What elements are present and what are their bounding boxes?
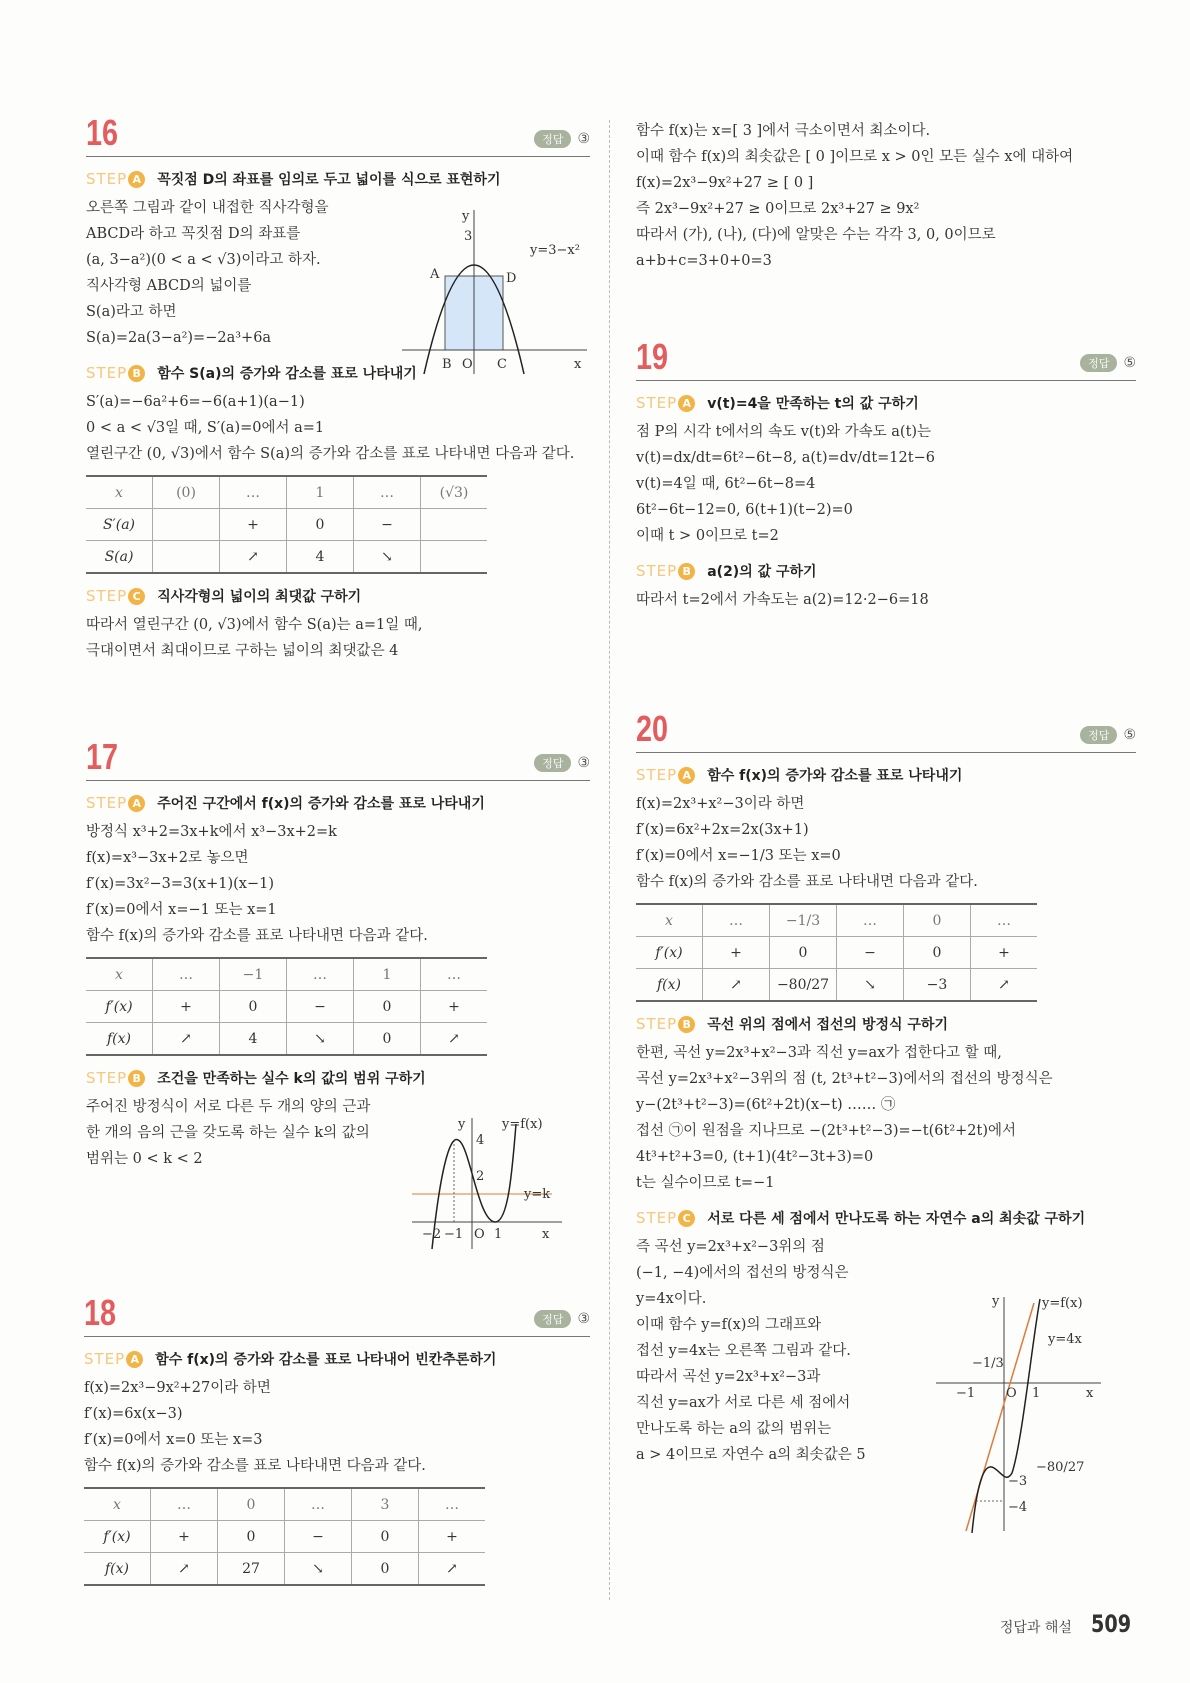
problem-header (86, 736, 590, 781)
answer-badge: 정답 (534, 1310, 571, 1328)
text-line: 범위는 0 < k < 2 (86, 1151, 203, 1167)
graph-label: 3 (464, 229, 473, 244)
text-line: (a, 3−a²)(0 < a < √3)이라고 하자. (86, 252, 321, 268)
answer-badge: 정답 (534, 754, 571, 772)
table-cell: … (354, 476, 421, 509)
table-cell: … (153, 958, 220, 991)
problem-number: 19 (636, 336, 669, 377)
text-line: 직선 y=ax가 서로 다른 세 점에서 (636, 1395, 851, 1411)
text-line: 주어진 방정식이 서로 다른 두 개의 양의 근과 (86, 1099, 371, 1115)
step-letter-badge: C (128, 588, 145, 605)
table-cell: − (837, 937, 904, 969)
text-line: S′(a)=−6a²+6=−6(a+1)(a−1) (86, 394, 305, 410)
graph-label: x (542, 1227, 550, 1242)
text-line: 즉 2x³−9x²+27 ≥ 0이므로 2x³+27 ≥ 9x² (636, 201, 920, 217)
step-letter-badge: A (678, 395, 695, 412)
text-line: ABCD라 하고 꼭짓점 D의 좌표를 (86, 226, 301, 242)
step-label: STEP (84, 1350, 126, 1368)
table-cell: 0 (352, 1521, 419, 1553)
table-cell: f′(x) (636, 937, 703, 969)
graph-label: 4 (476, 1133, 485, 1148)
text-line: 이때 함수 f(x)의 최솟값은 [ 0 ]이므로 x > 0인 모든 실수 x에 대하여 (636, 149, 1074, 165)
step-title: 조건을 만족하는 실수 k의 값의 범위 구하기 (157, 1071, 426, 1087)
text-line: f(x)=x³−3x+2로 놓으면 (86, 850, 249, 866)
table-row (636, 969, 1037, 1002)
problem-20 (636, 708, 1136, 1515)
table-cell: ↗ (220, 541, 287, 574)
step-label: STEP (86, 364, 128, 382)
increase-decrease-table (86, 475, 487, 574)
table-cell: − (287, 991, 354, 1023)
problem-17 (86, 736, 590, 1242)
step-label: STEP (636, 1209, 678, 1227)
step-heading (636, 1014, 1136, 1034)
answer-value: ③ (577, 755, 590, 771)
table-cell: (√3) (421, 476, 488, 509)
step-heading (636, 1208, 1136, 1228)
text-line: 함수 f(x)의 증가와 감소를 표로 나타내면 다음과 같다. (86, 928, 428, 944)
table-cell: f(x) (86, 1023, 153, 1056)
step-label: STEP (636, 562, 678, 580)
increase-decrease-table (636, 903, 1037, 1002)
problem-19 (636, 336, 1136, 613)
increase-decrease-table (86, 957, 487, 1056)
table-cell: ↗ (421, 1023, 488, 1056)
text-line: S(a)=2a(3−a²)=−2a³+6a (86, 330, 272, 346)
table-cell: S(a) (86, 541, 153, 574)
step-label: STEP (636, 1015, 678, 1033)
problem-number: 17 (86, 736, 119, 777)
problem-header (86, 112, 590, 157)
step-label: STEP (86, 587, 128, 605)
table-row (86, 476, 487, 509)
step-heading (86, 1068, 590, 1088)
problem-18 (84, 1292, 590, 1594)
table-cell: … (419, 1488, 486, 1521)
step-heading (636, 393, 1136, 413)
text-line: f′(x)=6x(x−3) (84, 1406, 183, 1422)
table-row (86, 991, 487, 1023)
text-line: 만나도록 하는 a의 값의 범위는 (636, 1421, 832, 1437)
table-row (86, 958, 487, 991)
step-heading (636, 765, 1136, 785)
table-row (84, 1488, 485, 1521)
graph-label: x (574, 357, 582, 372)
table-cell: 0 (220, 991, 287, 1023)
text-line: 열린구간 (0, √3)에서 함수 S(a)의 증가와 감소를 표로 나타내면 다음과 같다. (86, 446, 575, 462)
table-cell: S′(a) (86, 509, 153, 541)
table-cell: + (151, 1521, 218, 1553)
table-cell: −80/27 (770, 969, 837, 1002)
text-line: 0 < a < √3일 때, S′(a)=0에서 a=1 (86, 420, 325, 436)
answer-badge: 정답 (1080, 726, 1117, 744)
text-line: y=4x이다. (636, 1291, 707, 1307)
step-title: 꼭짓점 D의 좌표를 임의로 두고 넓이를 식으로 표현하기 (157, 172, 501, 188)
text-line: 직사각형 ABCD의 넓이를 (86, 278, 252, 294)
table-cell: −1 (220, 958, 287, 991)
text-line: 이때 t > 0이므로 t=2 (636, 528, 779, 544)
step-letter-badge: A (126, 1351, 143, 1368)
graph-label: −1/3 (972, 1356, 1004, 1371)
text-line: S(a)라고 하면 (86, 304, 177, 320)
graph-label: 1 (1032, 1386, 1041, 1401)
graph-label: −3 (1008, 1474, 1028, 1489)
table-cell: + (153, 991, 220, 1023)
table-cell: … (287, 958, 354, 991)
table-cell: − (285, 1521, 352, 1553)
table-cell: ↗ (419, 1553, 486, 1586)
text-line: f′(x)=3x²−3=3(x+1)(x−1) (86, 876, 274, 892)
text-line: 접선 y=4x는 오른쪽 그림과 같다. (636, 1343, 851, 1359)
table-cell: + (421, 991, 488, 1023)
table-row (84, 1553, 485, 1586)
answer (534, 130, 590, 148)
answer-value: ⑤ (1123, 355, 1136, 371)
table-cell: x (636, 904, 703, 937)
table-cell: … (220, 476, 287, 509)
text-line: 오른쪽 그림과 같이 내접한 직사각형을 (86, 200, 329, 216)
answer-value: ③ (577, 1311, 590, 1327)
text-line: 함수 f(x)의 증가와 감소를 표로 나타내면 다음과 같다. (84, 1458, 426, 1474)
footer-label: 정답과 해설 (999, 1620, 1072, 1636)
text-line: 4t³+t²+3=0, (t+1)(4t²−3t+3)=0 (636, 1149, 874, 1165)
table-cell: 0 (770, 937, 837, 969)
graph-label: y=4x (1048, 1332, 1082, 1347)
text-line: y−(2t³+t²−3)=(6t²+2t)(x−t) …… ㉠ (636, 1097, 896, 1113)
graph-label: x (1086, 1386, 1094, 1401)
step-label: STEP (636, 766, 678, 784)
text-line: a > 4이므로 자연수 a의 최솟값은 5 (636, 1447, 866, 1463)
table-row (636, 937, 1037, 969)
table-cell: 1 (354, 958, 421, 991)
problem-header (636, 708, 1136, 753)
table-cell: 1 (287, 476, 354, 509)
table-cell: ↗ (971, 969, 1038, 1002)
answer-badge: 정답 (534, 130, 571, 148)
problem-16 (86, 112, 590, 664)
column-divider (609, 120, 610, 1600)
text-line: f(x)=2x³+x²−3이라 하면 (636, 796, 805, 812)
graph-label: C (497, 357, 507, 372)
text-line: 방정식 x³+2=3x+k에서 x³−3x+2=k (86, 824, 337, 840)
graph-label: −1 (444, 1227, 464, 1242)
problem-number: 16 (86, 112, 119, 153)
text-line: f(x)=2x³−9x²+27 ≥ [ 0 ] (636, 175, 814, 191)
table-cell: ↗ (703, 969, 770, 1002)
text-line: 접선 ㉠이 원점을 지나므로 −(2t³+t²−3)=−t(6t²+2t)에서 (636, 1123, 1017, 1139)
table-row (636, 904, 1037, 937)
table-row (86, 509, 487, 541)
table-cell (421, 509, 488, 541)
table-row (84, 1521, 485, 1553)
step-letter-badge: B (128, 365, 145, 382)
step-title: 직사각형의 넓이의 최댓값 구하기 (157, 589, 362, 605)
table-row (86, 541, 487, 574)
step-heading (636, 561, 1136, 581)
table-cell: 0 (904, 904, 971, 937)
text-line: f(x)=2x³−9x²+27이라 하면 (84, 1380, 271, 1396)
step-title: 함수 f(x)의 증가와 감소를 표로 나타내기 (707, 768, 963, 784)
page-number: 509 (1090, 1610, 1131, 1638)
table-cell: ↗ (151, 1553, 218, 1586)
table-row (86, 1023, 487, 1056)
answer-value: ⑤ (1123, 727, 1136, 743)
table-cell: 0 (287, 509, 354, 541)
answer-badge: 정답 (1080, 354, 1117, 372)
table-cell: 0 (904, 937, 971, 969)
table-cell: … (837, 904, 904, 937)
table-cell: 27 (218, 1553, 285, 1586)
table-cell: 0 (354, 1023, 421, 1056)
step-letter-badge: C (678, 1210, 695, 1227)
table-cell: + (220, 509, 287, 541)
step-letter-badge: B (678, 1016, 695, 1033)
cubic-tangent-graph (936, 1293, 1106, 1533)
table-cell: −1/3 (770, 904, 837, 937)
text-line: v(t)=4일 때, 6t²−6t−8=4 (636, 476, 816, 492)
answer (1080, 726, 1136, 744)
table-cell: 0 (218, 1488, 285, 1521)
step-heading (86, 169, 590, 189)
graph-label: O (474, 1227, 485, 1242)
table-cell: … (421, 958, 488, 991)
graph-label: y (458, 1117, 466, 1132)
table-cell: + (703, 937, 770, 969)
text-line: 곡선 y=2x³+x²−3위의 점 (t, 2t³+t²−3)에서의 접선의 방정식은 (636, 1071, 1053, 1087)
graph-label: y=k (524, 1187, 551, 1202)
answer (534, 754, 590, 772)
graph-label: −2 (422, 1227, 442, 1242)
text-line: 함수 f(x)의 증가와 감소를 표로 나타내면 다음과 같다. (636, 874, 978, 890)
table-cell (153, 509, 220, 541)
graph-label: A (430, 267, 440, 282)
table-cell: x (84, 1488, 151, 1521)
step-letter-badge: A (128, 171, 145, 188)
cubic-graph (412, 1114, 572, 1254)
graph-label: D (506, 271, 517, 286)
graph-label: −80/27 (1036, 1460, 1085, 1475)
table-cell: f′(x) (86, 991, 153, 1023)
text-line: f′(x)=0에서 x=−1/3 또는 x=0 (636, 848, 841, 864)
problem-number: 20 (636, 708, 669, 749)
text-line: 6t²−6t−12=0, 6(t+1)(t−2)=0 (636, 502, 853, 518)
problem-header (636, 336, 1136, 381)
table-cell: ↗ (153, 1023, 220, 1056)
graph-label: B (442, 357, 452, 372)
graph-label: O (1006, 1386, 1017, 1401)
step-heading (84, 1349, 590, 1369)
table-cell: x (86, 958, 153, 991)
table-cell: 4 (287, 541, 354, 574)
step-letter-badge: B (678, 563, 695, 580)
text-line: v(t)=dx/dt=6t²−6t−8, a(t)=dv/dt=12t−6 (636, 450, 935, 466)
table-cell: 0 (218, 1521, 285, 1553)
table-cell: ↘ (285, 1553, 352, 1586)
step-title: v(t)=4을 만족하는 t의 값 구하기 (707, 396, 919, 412)
increase-decrease-table (84, 1487, 485, 1586)
table-cell: 3 (352, 1488, 419, 1521)
text-line: 이때 함수 y=f(x)의 그래프와 (636, 1317, 822, 1333)
text-line: f′(x)=0에서 x=0 또는 x=3 (84, 1432, 263, 1448)
step-heading (86, 793, 590, 813)
table-cell: 0 (354, 991, 421, 1023)
answer-value: ③ (577, 131, 590, 147)
table-cell: ↘ (354, 541, 421, 574)
graph-label: y=f(x) (502, 1117, 543, 1132)
step-letter-badge: B (128, 1070, 145, 1087)
graph-label: 1 (494, 1227, 503, 1242)
text-line: (−1, −4)에서의 접선의 방정식은 (636, 1265, 849, 1281)
table-cell: f(x) (84, 1553, 151, 1586)
step-title: 곡선 위의 점에서 접선의 방정식 구하기 (707, 1017, 948, 1033)
table-cell: − (354, 509, 421, 541)
text-line: t는 실수이므로 t=−1 (636, 1175, 775, 1191)
graph-label: y=f(x) (1042, 1296, 1083, 1311)
table-cell: (0) (153, 476, 220, 509)
step-label: STEP (86, 170, 128, 188)
step-label: STEP (636, 394, 678, 412)
table-cell (421, 541, 488, 574)
text-line: 점 P의 시각 t에서의 속도 v(t)와 가속도 a(t)는 (636, 424, 932, 440)
table-cell: −3 (904, 969, 971, 1002)
text-line: 따라서 (가), (나), (다)에 알맞은 수는 각각 3, 0, 0이므로 (636, 227, 996, 243)
table-cell: 4 (220, 1023, 287, 1056)
graph-label: y (992, 1294, 1000, 1309)
step-title: 주어진 구간에서 f(x)의 증가와 감소를 표로 나타내기 (157, 796, 485, 812)
table-cell: 0 (352, 1553, 419, 1586)
graph-label: y (462, 209, 470, 224)
table-cell: + (419, 1521, 486, 1553)
table-cell: ↘ (837, 969, 904, 1002)
table-cell: ↘ (287, 1023, 354, 1056)
text-line: 함수 f(x)는 x=[ 3 ]에서 극소이면서 최소이다. (636, 123, 931, 139)
graph-label: y=3−x² (530, 243, 580, 258)
text-line: 한 개의 음의 근을 갖도록 하는 실수 k의 값의 (86, 1125, 370, 1141)
table-cell: … (971, 904, 1038, 937)
step-letter-badge: A (128, 795, 145, 812)
graph-label: O (462, 357, 473, 372)
text-line: f′(x)=6x²+2x=2x(3x+1) (636, 822, 809, 838)
text-line: 즉 곡선 y=2x³+x²−3위의 점 (636, 1239, 825, 1255)
text-line: 따라서 곡선 y=2x³+x²−3과 (636, 1369, 821, 1385)
answer (534, 1310, 590, 1328)
step-title: 함수 S(a)의 증가와 감소를 표로 나타내기 (157, 366, 417, 382)
table-cell: x (86, 476, 153, 509)
step-title: 서로 다른 세 점에서 만나도록 하는 자연수 a의 최솟값 구하기 (707, 1211, 1086, 1227)
step-letter-badge: A (678, 767, 695, 784)
text-line: 따라서 t=2에서 가속도는 a(2)=12·2−6=18 (636, 592, 929, 608)
text-line: f′(x)=0에서 x=−1 또는 x=1 (86, 902, 277, 918)
graph-label: −4 (1008, 1500, 1028, 1515)
step-heading (86, 586, 590, 606)
problem-18-continued (636, 118, 1073, 274)
table-cell: f(x) (636, 969, 703, 1002)
table-cell: + (971, 937, 1038, 969)
step-label: STEP (86, 794, 128, 812)
problem-number: 18 (84, 1292, 117, 1333)
step-label: STEP (86, 1069, 128, 1087)
table-cell: f′(x) (84, 1521, 151, 1553)
text-line: a+b+c=3+0+0=3 (636, 253, 772, 269)
table-cell: … (285, 1488, 352, 1521)
text-line: 따라서 열린구간 (0, √3)에서 함수 S(a)는 a=1일 때, (86, 617, 423, 633)
table-cell: … (151, 1488, 218, 1521)
page-footer (1000, 1610, 1136, 1638)
problem-header (84, 1292, 590, 1337)
text-line: 한편, 곡선 y=2x³+x²−3과 직선 y=ax가 접한다고 할 때, (636, 1045, 1002, 1061)
graph-label: 2 (476, 1169, 485, 1184)
parabola-graph (402, 206, 592, 376)
table-cell: … (703, 904, 770, 937)
answer (1080, 354, 1136, 372)
graph-label: −1 (956, 1386, 976, 1401)
step-title: a(2)의 값 구하기 (707, 564, 817, 580)
text-line: 극대이면서 최대이므로 구하는 넓이의 최댓값은 4 (86, 643, 399, 659)
step-title: 함수 f(x)의 증가와 감소를 표로 나타내어 빈칸추론하기 (155, 1352, 497, 1368)
table-cell (153, 541, 220, 574)
